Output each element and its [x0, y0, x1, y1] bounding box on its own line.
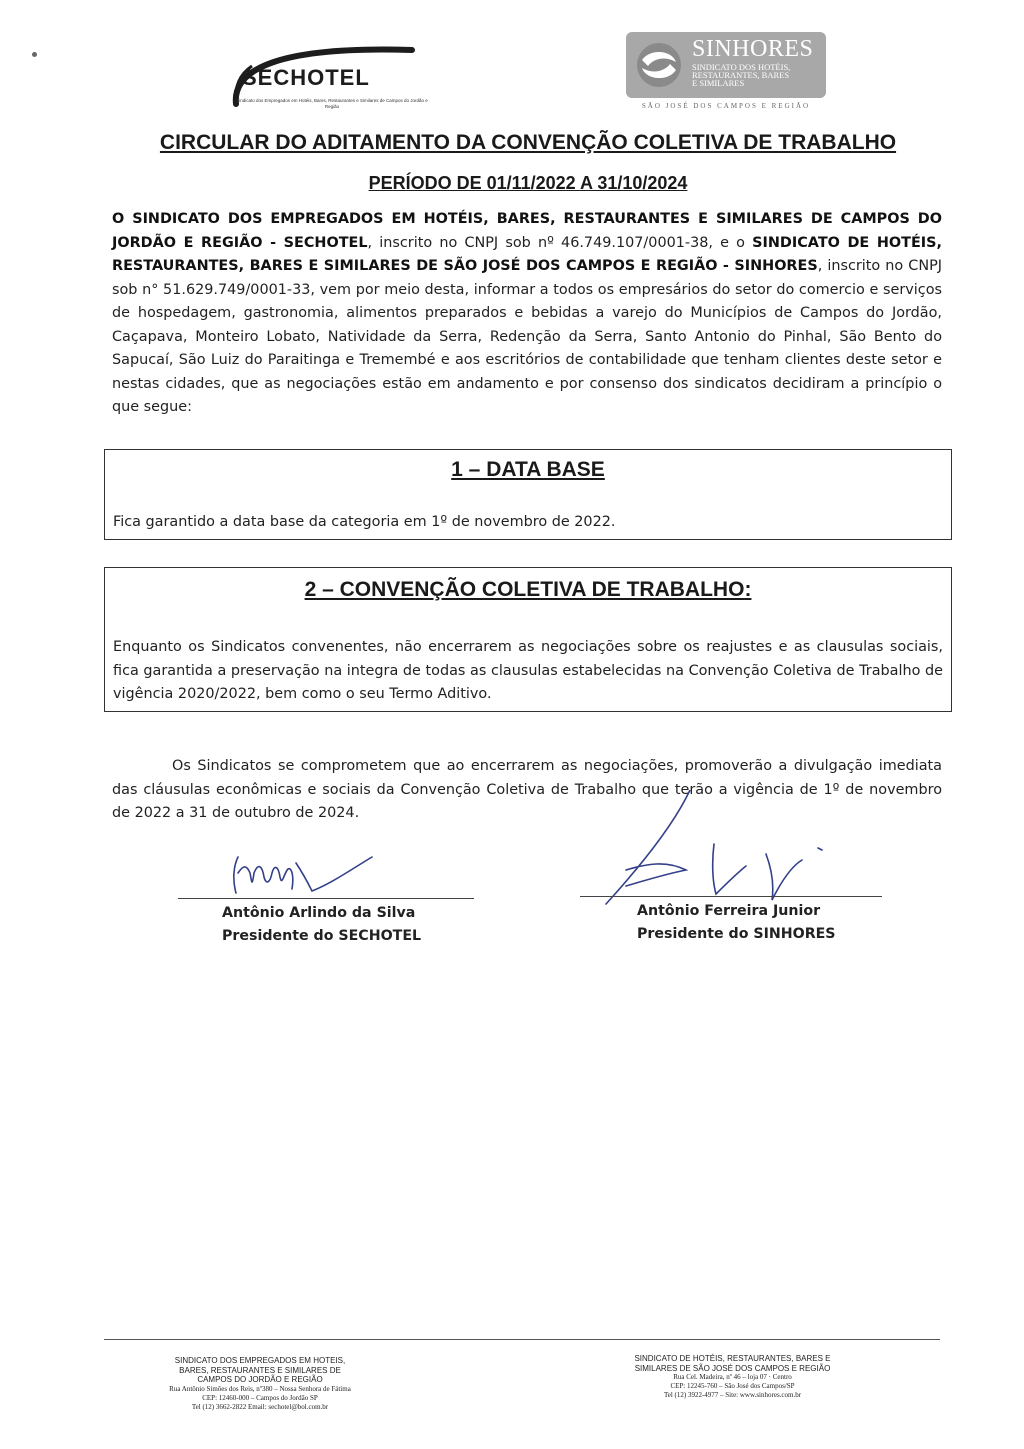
signatory-role: Presidente do SECHOTEL: [222, 928, 422, 944]
sinhores-logo-subtitle: [692, 63, 822, 87]
footer-sinhores: [595, 1354, 870, 1400]
intro-sechotel-name: O SINDICATO DOS EMPREGADOS EM HOTÉIS, BARES, RESTAURANTES E SIMILARES DE CAMPOS DO JORDÃO E REGIÃO - SECHOTEL: [112, 211, 942, 251]
intro-sinhores-name: SINDICATO DE HOTÉIS, RESTAURANTES, BARES E SIMILARES DE SÃO JOSÉ DOS CAMPOS E REGIÃO - SINHORES: [112, 234, 942, 274]
sechotel-logo-text: SECHOTEL: [242, 65, 370, 90]
signature-line: [580, 896, 882, 897]
footer-line: BARES, RESTAURANTES E SIMILARES DE: [179, 1365, 341, 1375]
section-title: 1 – DATA BASE: [451, 458, 605, 481]
sechotel-logo: [222, 38, 432, 118]
sinhores-subtitle-line: SINDICATO DOS HOTÉIS,: [692, 62, 791, 72]
signatory-right: [637, 900, 836, 946]
sinhores-swirl-icon: [632, 40, 686, 90]
signatory-name: Antônio Arlindo da Silva: [222, 905, 416, 921]
footer-line: SINDICATO DOS EMPREGADOS EM HOTEIS,: [174, 1356, 346, 1365]
footer-sechotel: [130, 1356, 390, 1412]
scan-speck: [32, 52, 37, 57]
sinhores-logo-text: SINHORES: [692, 36, 814, 62]
intro-text: , inscrito no CNPJ sob n° 51.629.749/0001-33, vem por meio desta, informar a todos os empresários do setor do comercio e serviços de hospedagem, gastronomia, alimentos preparados e bebidas a varejo do Municípios de Campos do Jordão, Caçapava, Monteiro Lobato, Natividade da Serra, Redenção da Serra, Santo Antonio do Pinhal, São Bento do Sapucaí, São Luiz do Paraitinga e Tremembé e aos escritórios de contabilidade que tenham clientes deste setor e nestas cidades, que as negociações estão em andamento e por consenso dos sindicatos decidiram a princípio o que segue:: [112, 258, 943, 415]
sechotel-logo-subtitle: Sindicato dos Empregados em Hotéis, Bares, Restaurantes e Similares de Campos do Jordão e Região: [236, 98, 428, 109]
footer-line: SINDICATO DE HOTÉIS, RESTAURANTES, BARES E: [634, 1354, 831, 1363]
intro-paragraph: [112, 208, 942, 420]
closing-paragraph: Os Sindicatos se comprometem que ao encerrarem as negociações, promoverão a divulgação imediata das cláusulas econômicas e sociais da Convenção Coletiva de Trabalho que terão a vigência de 1º de novembro de 2022 a 31 de outubro de 2024.: [112, 758, 942, 821]
signatory-name: Antônio Ferreira Junior: [637, 903, 821, 919]
footer-contact: Tel (12) 3922-4977 – Site: www.sinhores.com.br: [663, 1391, 802, 1399]
footer-address: Rua Cel. Madeira, nº 46 – loja 07 · Centro: [673, 1373, 792, 1381]
sinhores-logo: [626, 32, 826, 114]
section-text: Enquanto os Sindicatos convenentes, não encerrarem as negociações sobre os reajustes e as clausulas sociais, fica garantida a preservação na integra de todas as clausulas estabelecidas na Convenção Coletiva de Trabalho de vigência 2020/2022, bem como o seu Termo Aditivo.: [113, 639, 943, 702]
footer-line: SIMILARES DE SÃO JOSÉ DOS CAMPOS E REGIÃO: [634, 1363, 831, 1373]
signatory-role: Presidente do SINHORES: [637, 926, 836, 942]
section-title-text: 2 – CONVENÇÃO COLETIVA DE TRABALHO: [304, 578, 745, 601]
footer-line: CAMPOS DO JORDÃO E REGIÃO: [197, 1375, 323, 1384]
intro-text: , inscrito no CNPJ sob nº 46.749.107/0001-38, e o: [367, 234, 753, 251]
section-convencao: [104, 567, 952, 712]
footer-cep: CEP: 12460-000 – Campos do Jordão SP: [202, 1393, 318, 1402]
section-title-suffix: :: [744, 578, 752, 601]
sinhores-subtitle-line: E SIMILARES: [692, 78, 745, 88]
document-period: PERÍODO DE 01/11/2022 A 31/10/2024: [368, 173, 688, 193]
sinhores-subtitle-line: RESTAURANTES, BARES: [692, 70, 790, 80]
signature-right-icon: [596, 790, 866, 910]
signature-line: [178, 898, 474, 899]
section-data-base: [104, 449, 952, 540]
footer-address: Rua Antônio Simões dos Reis, nº380 – Nossa Senhora de Fátima: [169, 1384, 351, 1393]
footer-divider: [104, 1339, 940, 1340]
document-title: CIRCULAR DO ADITAMENTO DA CONVENÇÃO COLETIVA DE TRABALHO: [159, 131, 897, 154]
footer-cep: CEP: 12245-760 – São José dos Campos/SP: [670, 1382, 795, 1390]
signatory-left: [222, 902, 421, 948]
section-text: Fica garantido a data base da categoria em 1º de novembro de 2022.: [113, 514, 616, 530]
sinhores-logo-city: SÃO JOSÉ DOS CAMPOS E REGIÃO: [641, 102, 811, 110]
footer-contact: Tel (12) 3662-2822 Email: sechotel@bol.com.br: [191, 1402, 329, 1411]
section-title: [105, 578, 951, 602]
